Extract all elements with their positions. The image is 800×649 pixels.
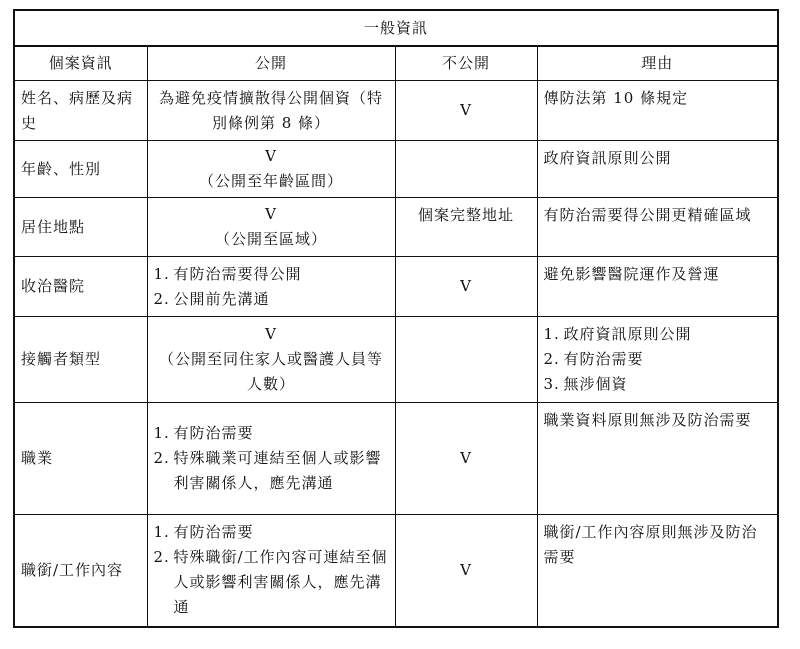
public-note: （公開至區域） [214, 230, 327, 248]
public-cell [147, 257, 395, 317]
list-item: 1. 有防治需要 [153, 424, 254, 442]
private-cell: 個案完整地址 [395, 198, 537, 257]
public-note: （公開至同住家人或醫護人員等人數） [158, 350, 383, 393]
header-public: 公開 [147, 46, 395, 81]
public-mark: V [265, 205, 277, 223]
reason-cell: 職銜/工作內容原則無涉及防治需要 [537, 515, 778, 627]
table-title-row [14, 10, 778, 46]
private-cell: V [395, 81, 537, 141]
list-item: 2. 有防治需要 [543, 350, 644, 368]
list-item: 2. 特殊職銜/工作內容可連結至個人或影響利害關係人，應先溝通 [153, 548, 388, 617]
table-row [14, 317, 778, 403]
public-mark: V [265, 325, 277, 343]
table-row [14, 81, 778, 141]
info-table-wrapper [13, 9, 777, 628]
info-cell: 職業 [14, 403, 147, 515]
reason-cell: 避免影響醫院運作及營運 [537, 257, 778, 317]
public-cell [147, 317, 395, 403]
header-reason: 理由 [537, 46, 778, 81]
private-cell: V [395, 403, 537, 515]
public-note: （公開至年齡區間） [198, 172, 343, 190]
table-row [14, 515, 778, 627]
reason-cell [537, 317, 778, 403]
info-cell: 居住地點 [14, 198, 147, 257]
private-cell [395, 317, 537, 403]
info-cell: 收治醫院 [14, 257, 147, 317]
list-item: 2. 公開前先溝通 [153, 289, 270, 308]
list-item: 3. 無涉個資 [543, 375, 628, 393]
public-list [154, 421, 389, 496]
public-mark: V [265, 147, 277, 165]
list-item: 1. 政府資訊原則公開 [543, 325, 692, 343]
table-row [14, 141, 778, 198]
info-cell: 年齡、性別 [14, 141, 147, 198]
info-cell: 接觸者類型 [14, 317, 147, 403]
table-row [14, 403, 778, 515]
public-cell [147, 141, 395, 198]
public-cell [147, 403, 395, 515]
general-info-table [13, 9, 779, 628]
table-title: 一般資訊 [14, 10, 778, 46]
list-item: 1. 有防治需要得公開 [153, 264, 302, 283]
info-cell: 職銜/工作內容 [14, 515, 147, 627]
reason-list [544, 322, 772, 397]
public-cell [147, 515, 395, 627]
private-cell: V [395, 515, 537, 627]
header-info: 個案資訊 [14, 46, 147, 81]
public-cell: 為避免疫情擴散得公開個資（特別條例第 8 條） [147, 81, 395, 141]
reason-cell: 有防治需要得公開更精確區域 [537, 198, 778, 257]
public-list [154, 520, 389, 620]
list-item: 2. 特殊職業可連結至個人或影響利害關係人，應先溝通 [153, 449, 382, 492]
table-row [14, 257, 778, 317]
private-cell [395, 141, 537, 198]
public-list [154, 262, 389, 312]
list-item: 1. 有防治需要 [153, 523, 254, 542]
header-private: 不公開 [395, 46, 537, 81]
header-row [14, 46, 778, 81]
reason-cell: 職業資料原則無涉及防治需要 [537, 403, 778, 515]
info-cell: 姓名、病歷及病史 [14, 81, 147, 141]
public-cell [147, 198, 395, 257]
reason-cell: 傳防法第 10 條規定 [537, 81, 778, 141]
table-row [14, 198, 778, 257]
private-cell: V [395, 257, 537, 317]
reason-cell: 政府資訊原則公開 [537, 141, 778, 198]
